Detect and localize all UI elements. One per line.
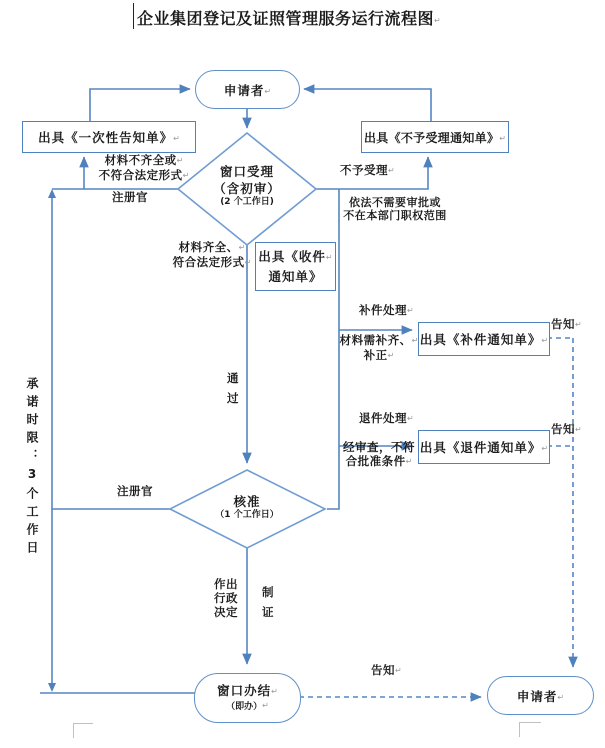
label-materials-incomplete: 材料不齐全或↵ 不符合法定形式↵ [98, 153, 190, 182]
pilcrow-mark: ↵ [264, 86, 272, 96]
pilcrow-mark: ↵ [271, 687, 278, 696]
label-make-cert: 制 证 [262, 585, 274, 619]
label-notify-upper: 告知↵ [551, 317, 582, 331]
arrowhead-up-left-loop [48, 189, 56, 198]
label-return-reason: 经审查，不符 合批准条件↵ [343, 440, 415, 468]
label-return-process: 退件处理↵ [359, 411, 414, 425]
label-registrar-bottom: 注册官 [117, 484, 153, 498]
page-title[interactable]: 企业集团登记及证照管理服务运行流程图↵ [137, 9, 441, 28]
pilcrow-mark: ↵ [434, 16, 441, 25]
label-supplement-reason: 材料需补齐、↵ 补正↵ [339, 333, 419, 362]
node-applicant-bottom[interactable]: 申请者↵ [487, 676, 594, 715]
label-no-approval: 依法不需要审批或 不在本部门职权范围 [343, 196, 447, 222]
conn-once-to-applicant [90, 89, 190, 121]
node-notice-once[interactable]: 出具《一次性告知单》↵ [22, 121, 196, 153]
node-notice-return[interactable]: 出具《退件通知单》↵ [418, 430, 550, 464]
label-materials-complete: 材料齐全、↵ 符合法定形式↵ [172, 240, 252, 269]
label-notify-lower: 告知↵ [551, 422, 582, 436]
label-not-accept: 不予受理↵ [340, 163, 395, 177]
pilcrow-mark: ↵ [541, 336, 549, 345]
pilcrow-mark: ↵ [262, 701, 269, 710]
label-registrar-top: 注册官 [112, 190, 148, 204]
pilcrow-mark: ↵ [541, 444, 549, 453]
pilcrow-mark: ↵ [499, 133, 506, 143]
label-promise-time: 承诺时限：3个工作日 [25, 377, 39, 559]
node-window-complete[interactable]: 窗口办结↵ （即办）↵ [194, 673, 301, 723]
pilcrow-mark: ↵ [325, 253, 333, 262]
accept-diamond-label: 窗口受理 （含初审） (2 个工作日) [213, 164, 281, 207]
label-supplement-process: 补件处理↵ [359, 303, 414, 317]
pilcrow-mark: ↵ [173, 134, 180, 143]
node-notice-supplement[interactable]: 出具《补件通知单》↵ [418, 322, 550, 356]
node-notice-receipt[interactable]: 出具《收件↵ 通知单》 [255, 242, 336, 291]
approve-diamond-label: 核准 （1 个工作日） [215, 494, 279, 520]
label-pass: 通过 [227, 371, 239, 405]
node-applicant-top[interactable]: 申请者↵ [195, 70, 300, 109]
conn-reject-to-applicant [304, 89, 431, 121]
label-notify-bottom: 告知↵ [371, 663, 402, 677]
arrowhead-down-left-loop [48, 683, 56, 692]
pilcrow-mark: ↵ [557, 692, 565, 702]
node-notice-reject[interactable]: 出具《不予受理通知单》↵ [361, 121, 509, 153]
label-decision: 作出 行政 决定 [214, 577, 238, 619]
